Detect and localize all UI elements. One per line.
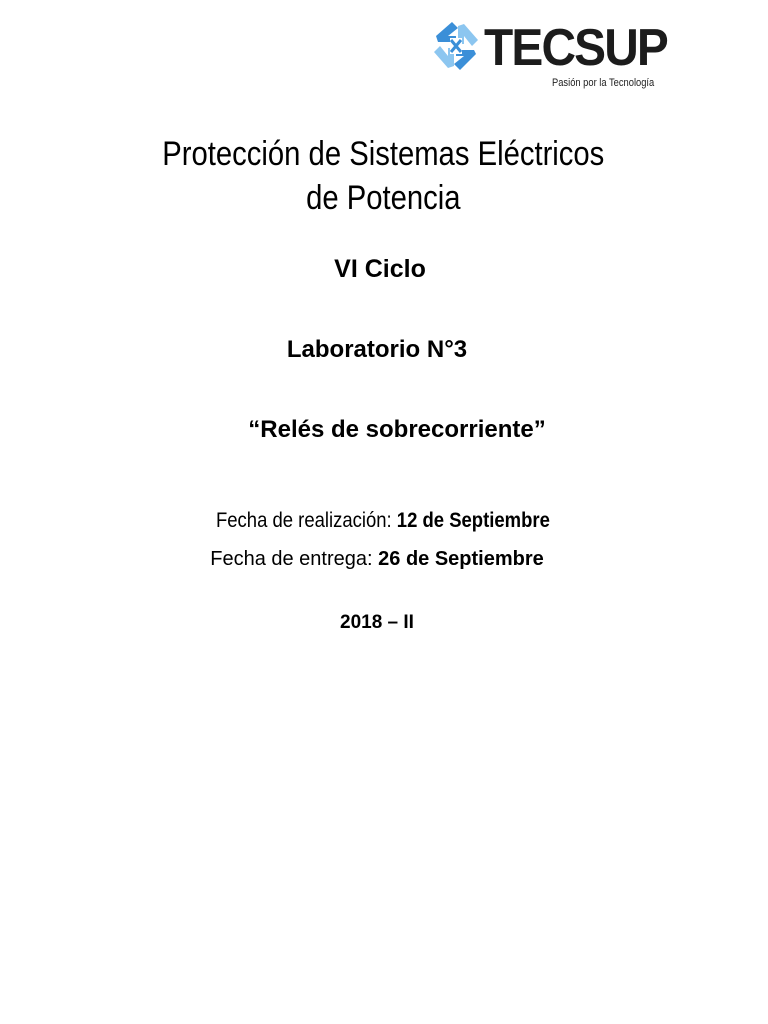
recycle-arrows-icon — [426, 14, 486, 84]
cycle-label: VI Ciclo — [334, 255, 426, 283]
delivery-date-row — [0, 545, 761, 573]
realization-date-label: Fecha de realización: — [215, 509, 392, 532]
lab-topic: “Relés de sobrecorriente” — [248, 416, 546, 443]
lab-number: Laboratorio N°3 — [286, 336, 468, 363]
realization-date-value: 12 de Septiembre — [396, 509, 550, 532]
document-title-line-1: Protección de Sistemas Eléctricos — [162, 135, 605, 173]
logo-tagline: Pasión por la Tecnología — [552, 77, 655, 89]
document-title-line-2: de Potencia — [306, 179, 461, 217]
logo-wordmark: TECSUP — [484, 19, 668, 77]
academic-period: 2018 – II — [340, 612, 414, 633]
tecsup-logo — [426, 14, 668, 94]
delivery-date-label: Fecha de entrega: — [210, 548, 373, 570]
realization-date-row — [45, 507, 721, 535]
delivery-date-value: 26 de Septiembre — [378, 548, 544, 570]
